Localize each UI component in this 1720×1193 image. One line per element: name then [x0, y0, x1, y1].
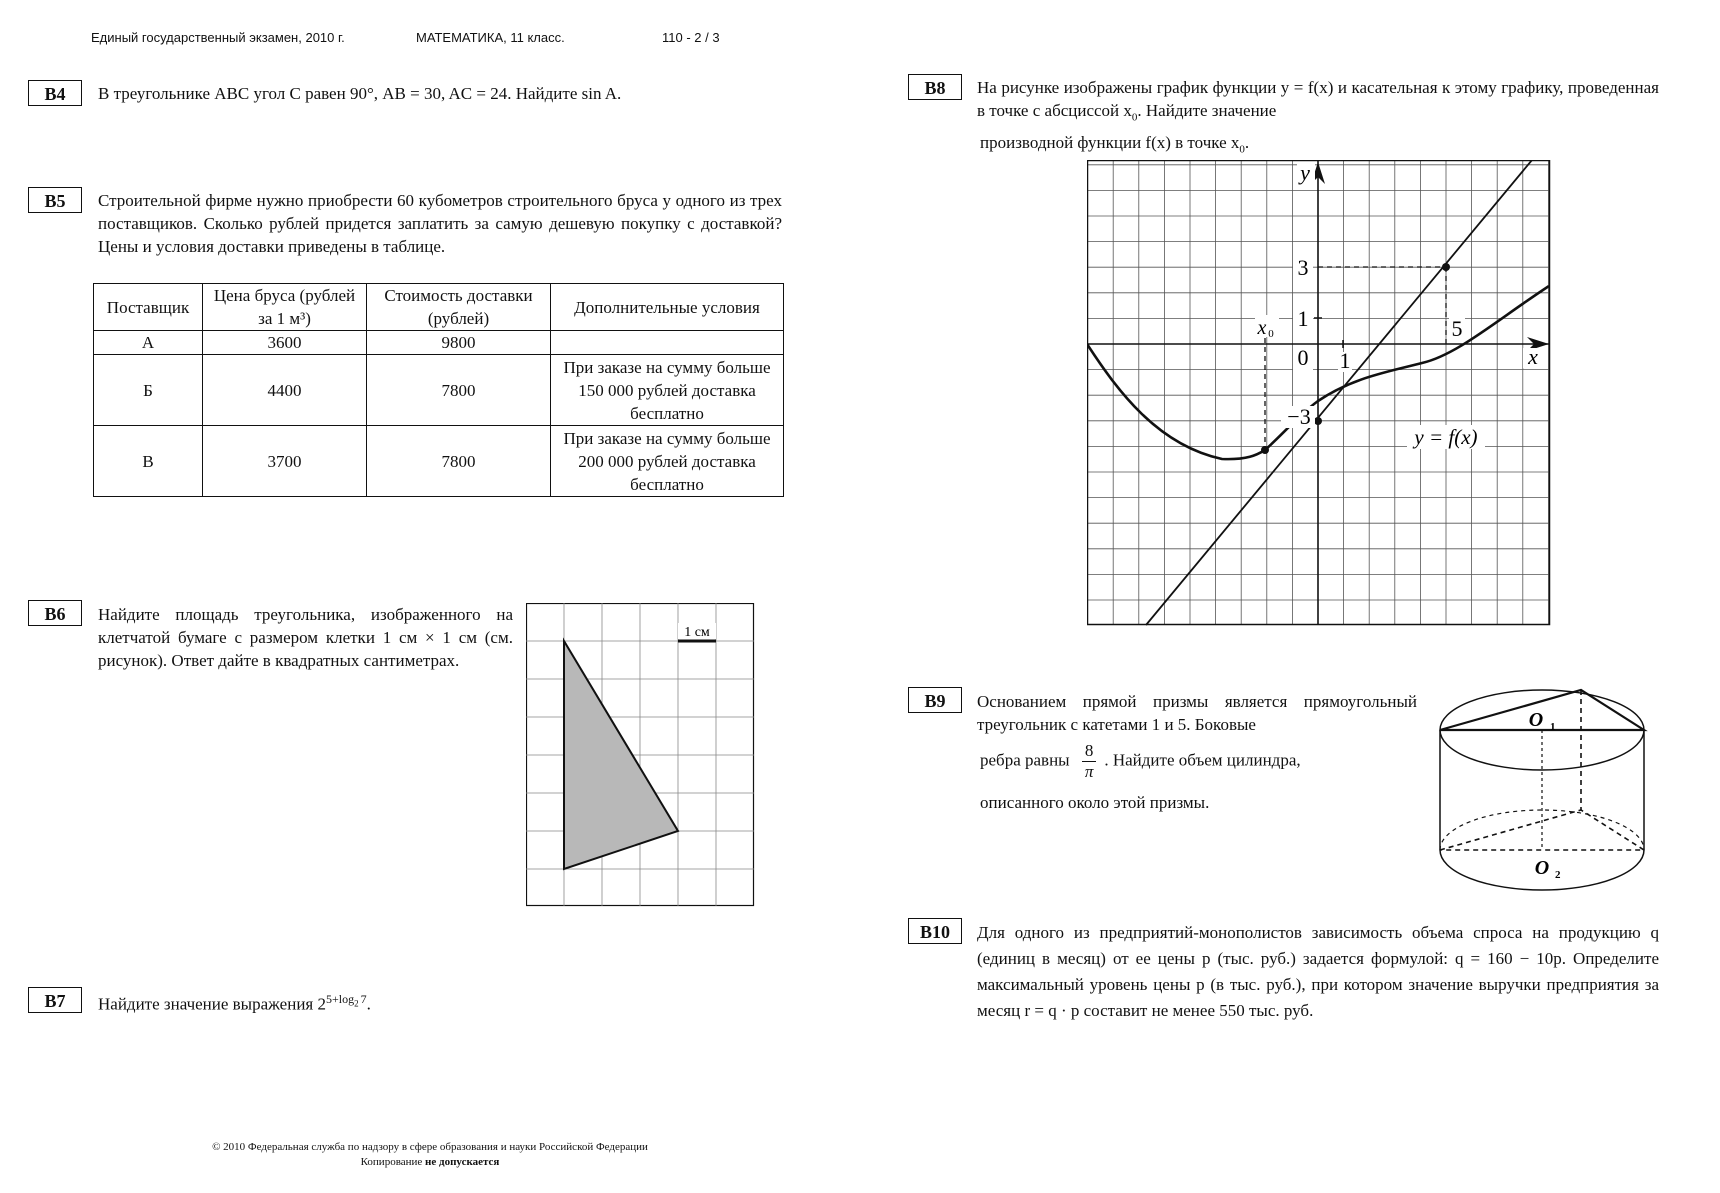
b7-log-base: 2: [354, 998, 359, 1009]
b8-five-label: 5: [1451, 316, 1463, 341]
th-conditions: Дополнительные условия: [551, 284, 784, 331]
b7-log-arg: 7: [360, 992, 367, 1006]
b7-exponent: 5+log: [325, 992, 355, 1006]
cell-supplier: А: [94, 331, 203, 355]
header-subject: МАТЕМАТИКА, 11 класс.: [416, 30, 565, 45]
footer-line2-bold: не допускается: [425, 1156, 500, 1168]
b7-suffix: .: [366, 994, 371, 1014]
cell-price: 3600: [203, 331, 367, 355]
b8-text-2a: производной функции f(x) в точке x: [980, 133, 1240, 152]
b5-text: Строительной фирме нужно приобрести 60 кубометров строительного бруса у одного из трех поставщиков. Сколько рублей придется заплатить за самую дешевую покупку с доставкой? Цены и условия доставки приведены в таблице.: [98, 191, 782, 256]
b9-text-2-post: . Найдите объем цилиндра,: [1104, 750, 1301, 770]
b8-x0-sub: 0: [1268, 328, 1274, 340]
header-exam: Единый государственный экзамен, 2010 г.: [91, 30, 345, 45]
b8-text-1: [977, 76, 1659, 129]
b8-y-intercept-point: [1314, 417, 1322, 425]
b7-prefix: Найдите значение выражения: [98, 994, 314, 1014]
b8-one-x-label: 1: [1339, 348, 1351, 373]
header-page: 110 - 2 / 3: [662, 30, 720, 45]
b7-text: [98, 988, 698, 1016]
b7-base: 2: [317, 994, 326, 1014]
cell-price: 4400: [203, 355, 367, 426]
b9-cylinder-figure: [1436, 684, 1652, 898]
b8-text-2: [980, 131, 1480, 161]
footer-line2: [80, 1156, 780, 1168]
cell-conditions: При заказе на сумму больше 200 000 рублей доставка бесплатно: [551, 426, 784, 497]
b8-x0-label: x: [1257, 317, 1267, 339]
b4-text: В треугольнике ABC угол C равен 90°, AB = 30, AC = 24. Найдите sin A.: [98, 84, 622, 103]
b9-frac-num: 8: [1082, 741, 1097, 762]
b8-zero-label: 0: [1297, 345, 1309, 370]
b8-tangent-point: [1261, 446, 1269, 454]
b8-text-2-end: .: [1244, 133, 1250, 152]
b4-label: B4: [28, 80, 82, 106]
b9-label: B9: [908, 687, 962, 713]
b6-text: Найдите площадь треугольника, изображенного на клетчатой бумаге с размером клетки 1 см × 1 см (см. рисунок). Ответ дайте в квадратных сантиметрах.: [98, 605, 513, 670]
b9-text-3: описанного около этой призмы.: [980, 793, 1210, 812]
b9-o1-sub: 1: [1550, 721, 1556, 733]
b8-minus-three-label: −3: [1287, 404, 1311, 429]
table-row: [94, 331, 784, 355]
b8-x-label: x: [1528, 344, 1538, 369]
table-row: [94, 426, 784, 497]
b8-graph: [1087, 160, 1551, 626]
b8-one-y-label: 1: [1297, 306, 1309, 331]
b9-text-1: Основанием прямой призмы является прямоугольный треугольник с катетами 1 и 5. Боковые: [977, 692, 1417, 734]
b7-label: B7: [28, 987, 82, 1013]
cell-conditions: [551, 331, 784, 355]
cell-delivery: 7800: [367, 355, 551, 426]
b8-text-1a: На рисунке изображены график функции y = f(x) и касательная к этому графику, проведенная в точке с абсциссой x: [977, 78, 1659, 120]
b8-point-5-3: [1442, 263, 1450, 271]
cell-delivery: 9800: [367, 331, 551, 355]
cell-supplier: Б: [94, 355, 203, 426]
b8-text-2-sub: 0: [1239, 143, 1245, 156]
b9-o2-label: O: [1534, 857, 1550, 879]
b9-o2-sub: 2: [1555, 869, 1561, 881]
b10-label: B10: [908, 918, 962, 944]
b6-grid-figure: [526, 603, 756, 908]
b6-label: B6: [28, 600, 82, 626]
b5-label: B5: [28, 187, 82, 213]
b9-o1-label: O: [1528, 709, 1544, 731]
th-delivery: Стоимость доставки (рублей): [367, 284, 551, 331]
cell-delivery: 7800: [367, 426, 551, 497]
th-price: Цена бруса (рублей за 1 м³): [203, 284, 367, 331]
b9-text-2-pre: ребра равны: [980, 750, 1070, 770]
b8-three-label: 3: [1297, 255, 1309, 280]
b8-label: B8: [908, 74, 962, 100]
footer-line2-pre: Копирование: [360, 1156, 423, 1168]
cell-supplier: В: [94, 426, 203, 497]
b9-frac-den: π: [1084, 762, 1094, 781]
table-row: [94, 355, 784, 426]
b8-text-1-end: . Найдите значение: [1137, 101, 1277, 120]
cell-price: 3700: [203, 426, 367, 497]
b8-y-label: y: [1300, 160, 1310, 185]
b8-text-1-sub: 0: [1131, 111, 1138, 124]
cell-conditions: При заказе на сумму больше 150 000 рублей доставка бесплатно: [551, 355, 784, 426]
footer-line1: © 2010 Федеральная служба по надзору в сфере образования и науки Российской Федерации: [212, 1141, 648, 1153]
b6-scale-label: 1 см: [684, 625, 710, 640]
b5-table: [93, 283, 784, 497]
b8-func-label: y = f(x): [1414, 425, 1478, 449]
b9-text-2: [980, 741, 1417, 782]
b9-fraction: [1082, 741, 1097, 782]
th-supplier: Поставщик: [94, 284, 203, 331]
b10-text: Для одного из предприятий-монополистов зависимость объема спроса на продукцию q (единиц в месяц) от ее цены p (тыс. руб.) задается формулой: q = 160 − 10p. Определите максимальный уровень цены p (в тыс. руб.), при котором значение выручки предприятия за месяц r = q · p составит не менее 550 тыс. руб.: [977, 923, 1659, 1020]
